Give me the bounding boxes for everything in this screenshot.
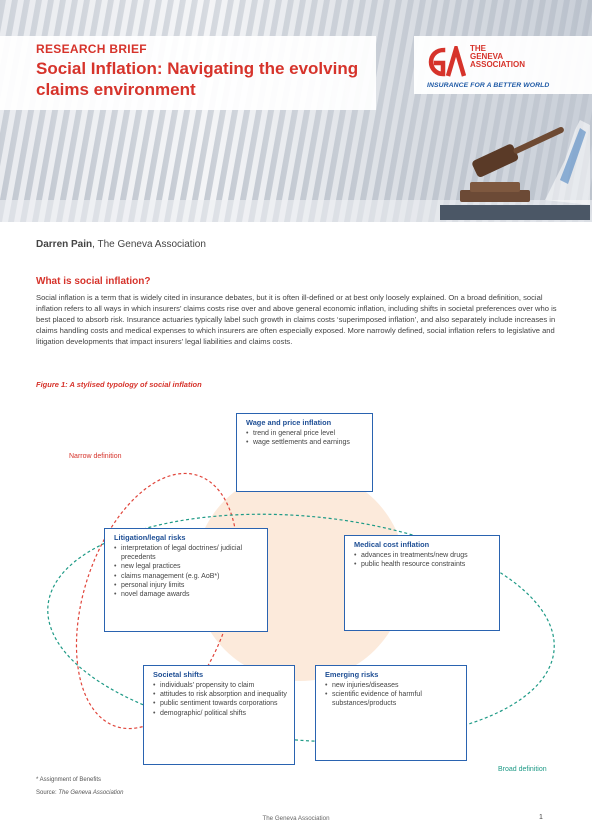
footer-organization: The Geneva Association [262,815,330,822]
list-item: • interpretation of legal doctrines/ judicial precedents [114,544,261,562]
list-item: • attitudes to risk absorption and inequality [153,690,288,699]
footnote: * Assignment of Benefits [36,777,102,783]
emerging-risks-box [315,665,467,761]
logo-name-line: ASSOCIATION [470,60,525,69]
gavel-illustration [440,120,590,220]
section-heading: What is social inflation? [36,276,151,287]
list-item: • demographic/ political shifts [153,709,288,718]
figure-caption: Figure 1: A stylised typology of social inflation [36,380,202,389]
list-item: • claims management (e.g. AoB*) [114,572,261,581]
header-banner [0,0,592,222]
source-note [36,790,124,796]
box-title: Litigation/legal risks [114,533,186,542]
page-number: 1 [539,814,543,821]
list-item: • public health resource constraints [354,560,493,569]
list-item: • new legal practices [114,562,261,571]
list-item: • trend in general price level [246,429,366,438]
list-item: • new injuries/diseases [325,681,460,690]
wage-price-inflation-box [236,413,373,492]
list-item: • personal injury limits [114,581,261,590]
list-item: • individuals’ propensity to claim [153,681,288,690]
author-line [36,239,206,250]
logo-tagline: INSURANCE FOR A BETTER WORLD [427,82,550,89]
author-affiliation: , The Geneva Association [92,239,206,250]
brief-label: RESEARCH BRIEF [36,42,147,56]
litigation-legal-risks-box [104,528,268,632]
source-prefix: Source: [36,790,59,796]
source-name: The Geneva Association [58,790,124,796]
body-paragraph: Social inflation is a term that is widely cited in insurance debates, but it is often ill-defined or at best only loosely explained. On a broad definition, social inflation refers to all ways in which insurers’ claims costs rise over and above general economic inflation, including shifts in societal preferences over who is best placed to absorb risk. Insurance actuaries typically label such growth in claims costs ‘superimposed inflation’, and also separately include increases in claims handling costs and medical expenses to which insurers are often especially exposed. More narrowly defined, social inflation refers to legislative and litigation developments that impact insurers’ legal liabilities and claims costs. [36,293,557,346]
societal-shifts-box [143,665,295,765]
broad-definition-label: Broad definition [498,766,547,773]
list-item: • scientific evidence of harmful substances/products [325,690,460,708]
list-item: • wage settlements and earnings [246,438,366,447]
box-title: Societal shifts [153,670,204,679]
author-name: Darren Pain [36,239,93,250]
logo-name [470,45,525,69]
box-title: Medical cost inflation [354,540,430,549]
logo-name-line: GENEVA [470,52,504,61]
list-item: • novel damage awards [114,590,261,599]
geneva-association-logo-icon [426,46,466,78]
logo-name-line: THE [470,44,486,53]
box-title: Wage and price inflation [246,418,332,427]
page-title: Social Inflation: Navigating the evolving claims environment [36,59,359,99]
box-title: Emerging risks [325,670,379,679]
narrow-definition-label: Narrow definition [69,453,122,460]
medical-cost-inflation-box [344,535,500,631]
list-item: • public sentiment towards corporations [153,699,288,708]
list-item: • advances in treatments/new drugs [354,551,493,560]
